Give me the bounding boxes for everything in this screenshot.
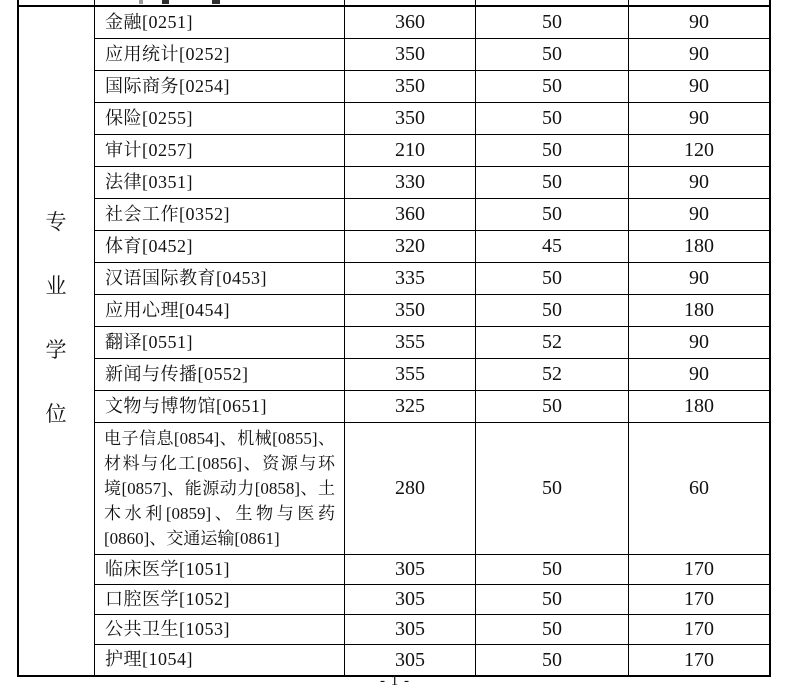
score-col3-cell: 90 <box>629 103 769 135</box>
score-col2-cell: 50 <box>476 7 629 39</box>
clipped-row-score-cell <box>476 0 629 7</box>
score-col1-cell: 360 <box>345 199 476 231</box>
score-col1-cell: 355 <box>345 327 476 359</box>
score-col2-cell: 50 <box>476 39 629 71</box>
score-col3-cell: 180 <box>629 295 769 327</box>
score-col1-cell: 360 <box>345 7 476 39</box>
program-name-cell: 翻译[0551] <box>95 327 345 359</box>
score-col1-cell: 355 <box>345 359 476 391</box>
score-col2-cell: 50 <box>476 263 629 295</box>
clipped-text-fragment <box>139 0 143 4</box>
category-char: 位 <box>45 402 68 426</box>
program-name-cell: 金融[0251] <box>95 7 345 39</box>
score-col2-cell: 50 <box>476 135 629 167</box>
program-name-cell: 汉语国际教育[0453] <box>95 263 345 295</box>
program-name-cell: 审计[0257] <box>95 135 345 167</box>
score-col3-cell: 170 <box>684 648 714 671</box>
score-col2-cell: 50 <box>476 423 629 555</box>
page-number: - 1 - <box>380 673 410 689</box>
clipped-row-program-cell <box>95 0 345 7</box>
program-name-cell: 新闻与传播[0552] <box>95 359 345 391</box>
score-col2-cell: 50 <box>476 391 629 423</box>
score-col1-cell: 305 <box>345 585 476 615</box>
program-name-cell: 临床医学[1051] <box>95 555 345 585</box>
score-col3-cell: 90 <box>629 167 769 199</box>
score-col3-cell: 180 <box>629 231 769 263</box>
score-col1-cell: 350 <box>345 71 476 103</box>
score-col2-cell: 50 <box>476 585 629 615</box>
program-name-cell: 体育[0452] <box>95 231 345 263</box>
score-col1-cell: 325 <box>345 391 476 423</box>
score-col1-cell: 280 <box>345 423 476 555</box>
score-col1-cell: 350 <box>345 103 476 135</box>
score-col1-cell: 350 <box>345 39 476 71</box>
score-col2-cell: 50 <box>476 71 629 103</box>
program-name-cell: 公共卫生[1053] <box>95 615 345 645</box>
score-col1-cell: 210 <box>345 135 476 167</box>
score-col1-cell: 305 <box>345 645 476 675</box>
program-name-cell: 国际商务[0254] <box>95 71 345 103</box>
score-col1-cell: 320 <box>345 231 476 263</box>
category-char: 专 <box>45 210 68 234</box>
score-col2-cell: 50 <box>476 103 629 135</box>
score-col2-cell: 50 <box>476 167 629 199</box>
clipped-row-score-cell <box>629 0 769 7</box>
score-col3-cell: 90 <box>629 39 769 71</box>
score-col3-cell: 170 <box>629 555 769 585</box>
score-col3-cell: 90 <box>629 327 769 359</box>
score-col3-cell: 90 <box>629 7 769 39</box>
program-name-cell: 护理[1054] <box>95 645 345 675</box>
score-col1-cell: 305 <box>345 615 476 645</box>
score-col1-cell: 335 <box>345 263 476 295</box>
score-col2-cell: 50 <box>476 615 629 645</box>
score-col3-cell: 90 <box>629 199 769 231</box>
program-name-cell: 应用统计[0252] <box>95 39 345 71</box>
program-name-cell: 电子信息[0854]、机械[0855]、材料与化工[0856]、资源与环境[0857]、能源动力[0858]、土木水利[0859]、生物与医药[0860]、交通运输[0861] <box>95 423 345 555</box>
clipped-text-fragment <box>212 0 220 4</box>
category-professional-degree-cell <box>19 7 95 675</box>
program-name-cell: 口腔医学[1052] <box>95 585 345 615</box>
score-col2-cell: 50 <box>476 199 629 231</box>
score-col2-cell: 50 <box>476 645 629 675</box>
clipped-row-score-cell <box>345 0 476 7</box>
score-col3-cell: 90 <box>629 71 769 103</box>
clipped-text-fragment <box>162 0 169 4</box>
score-col3-cell: 90 <box>629 359 769 391</box>
admission-score-table <box>17 0 771 677</box>
score-col1-cell: 305 <box>345 555 476 585</box>
score-col3-cell: 170 <box>629 615 769 645</box>
program-name-cell: 文物与博物馆[0651] <box>95 391 345 423</box>
program-name-cell: 应用心理[0454] <box>95 295 345 327</box>
score-col1-cell: 330 <box>345 167 476 199</box>
program-name-cell: 法律[0351] <box>95 167 345 199</box>
score-col2-cell: 52 <box>476 327 629 359</box>
program-name-cell: 社会工作[0352] <box>95 199 345 231</box>
score-col3-cell: 60 <box>629 423 769 555</box>
score-col2-cell: 52 <box>476 359 629 391</box>
score-col1-cell: 350 <box>345 295 476 327</box>
score-col2-cell: 50 <box>476 295 629 327</box>
score-col3-cell: 170 <box>629 585 769 615</box>
program-name-cell: 保险[0255] <box>95 103 345 135</box>
category-char: 业 <box>45 274 68 298</box>
score-col3-cell: 180 <box>629 391 769 423</box>
score-col2-cell: 45 <box>476 231 629 263</box>
score-col2-cell: 50 <box>476 555 629 585</box>
score-col3-cell: 90 <box>629 263 769 295</box>
score-col3-cell: 120 <box>629 135 769 167</box>
clipped-row-category-cell <box>19 0 95 7</box>
category-char: 学 <box>45 338 68 362</box>
